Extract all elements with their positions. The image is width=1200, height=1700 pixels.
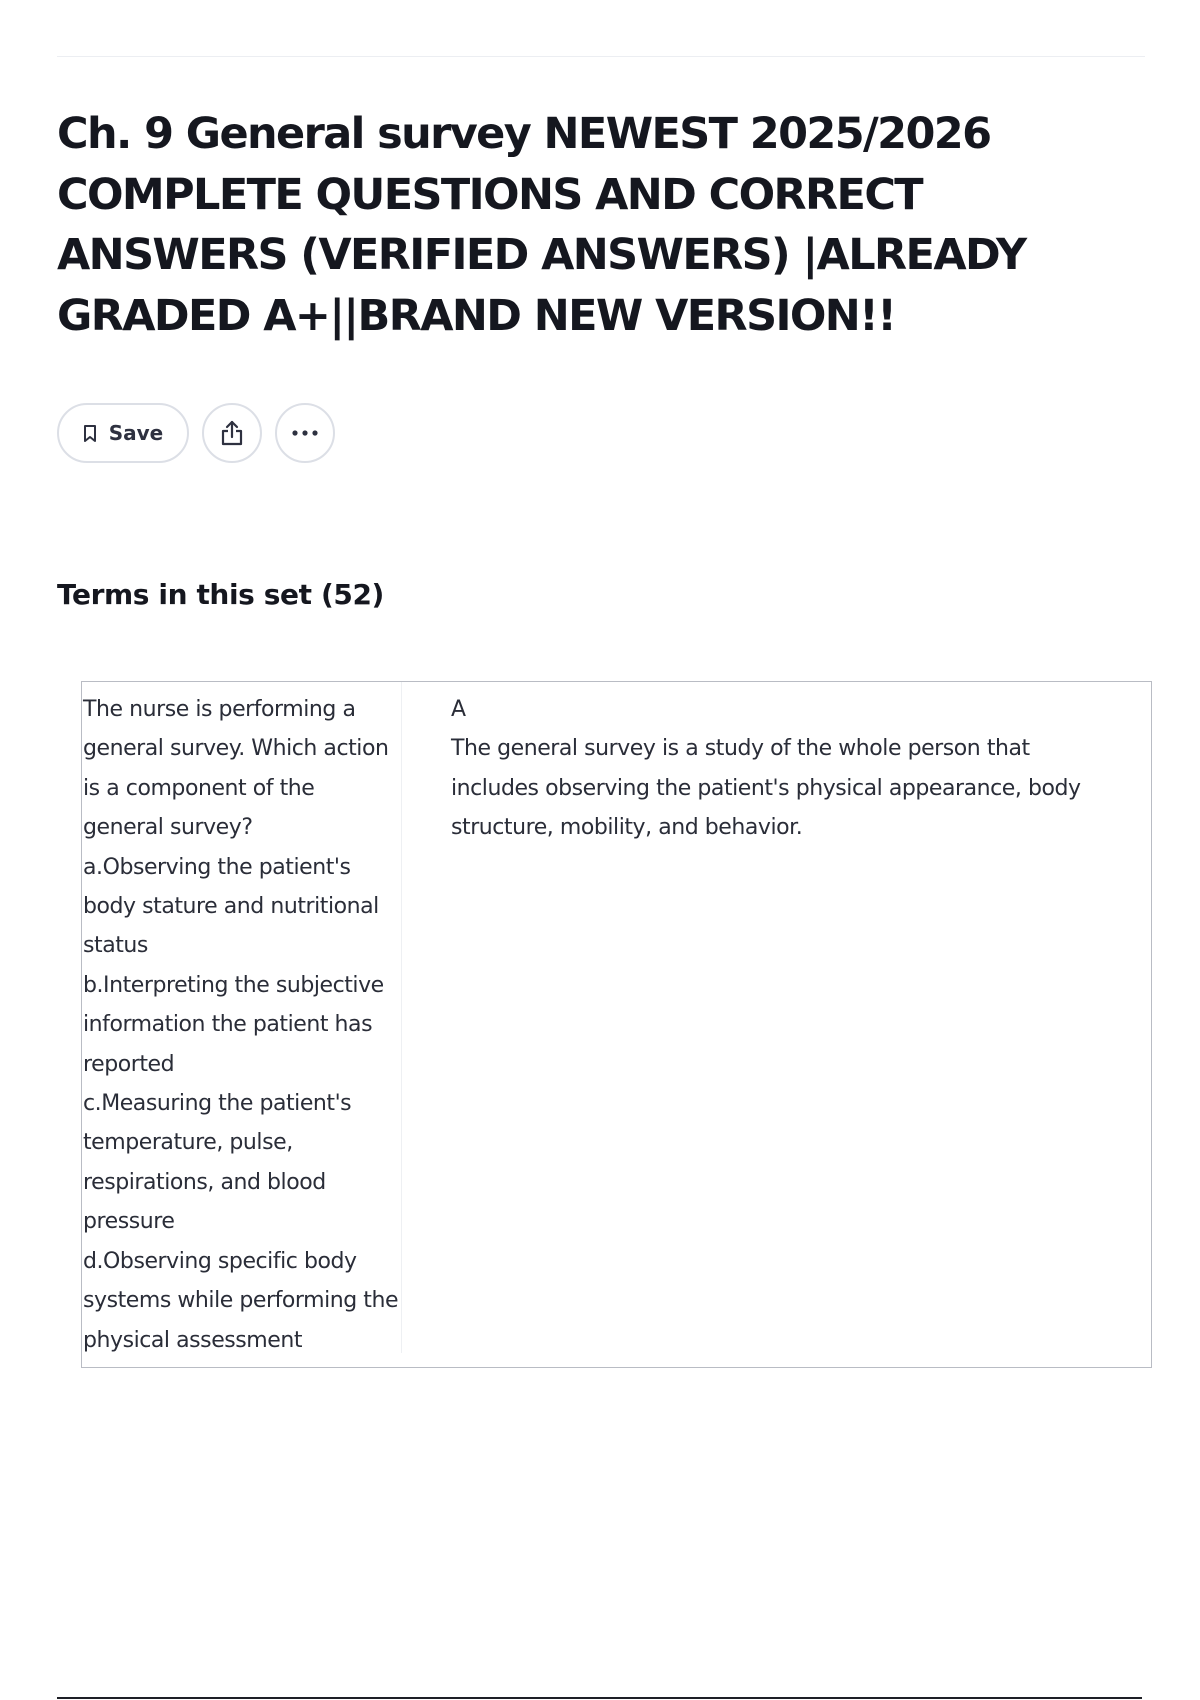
definition-answer: A [451,697,466,722]
action-bar [57,403,335,463]
share-button[interactable] [202,403,262,463]
bottom-divider [57,1697,1142,1699]
share-icon [219,419,245,447]
more-options-button[interactable] [275,403,335,463]
term-card [81,681,1152,1368]
save-label: Save [108,421,164,445]
definition-explanation: The general survey is a study of the whole person that includes observing the patient's physical appearance, body structure, mobility, and behavior. [451,736,1081,841]
page-title: Ch. 9 General survey NEWEST 2025/2026 COMPLETE QUESTIONS AND CORRECT ANSWERS (VERIFIED ANSWERS) |ALREADY GRADED A+||BRAND NEW VERSION!! [57,109,1026,341]
bookmark-icon [83,424,97,443]
top-divider [57,56,1145,57]
save-button[interactable] [57,403,189,463]
term-question: The nurse is performing a general survey. Which action is a component of the general survey? a.Observing the patient's body stature and nutritional status b.Interpreting the subjective information the patient has reported c.Measuring the patient's temperature, pulse, respirations, and blood pressure d.Observing specific body systems while performing the physical assessment [82,682,402,1353]
more-horizontal-icon [291,429,319,437]
term-definition [402,682,1151,1367]
terms-heading: Terms in this set (52) [57,578,384,611]
